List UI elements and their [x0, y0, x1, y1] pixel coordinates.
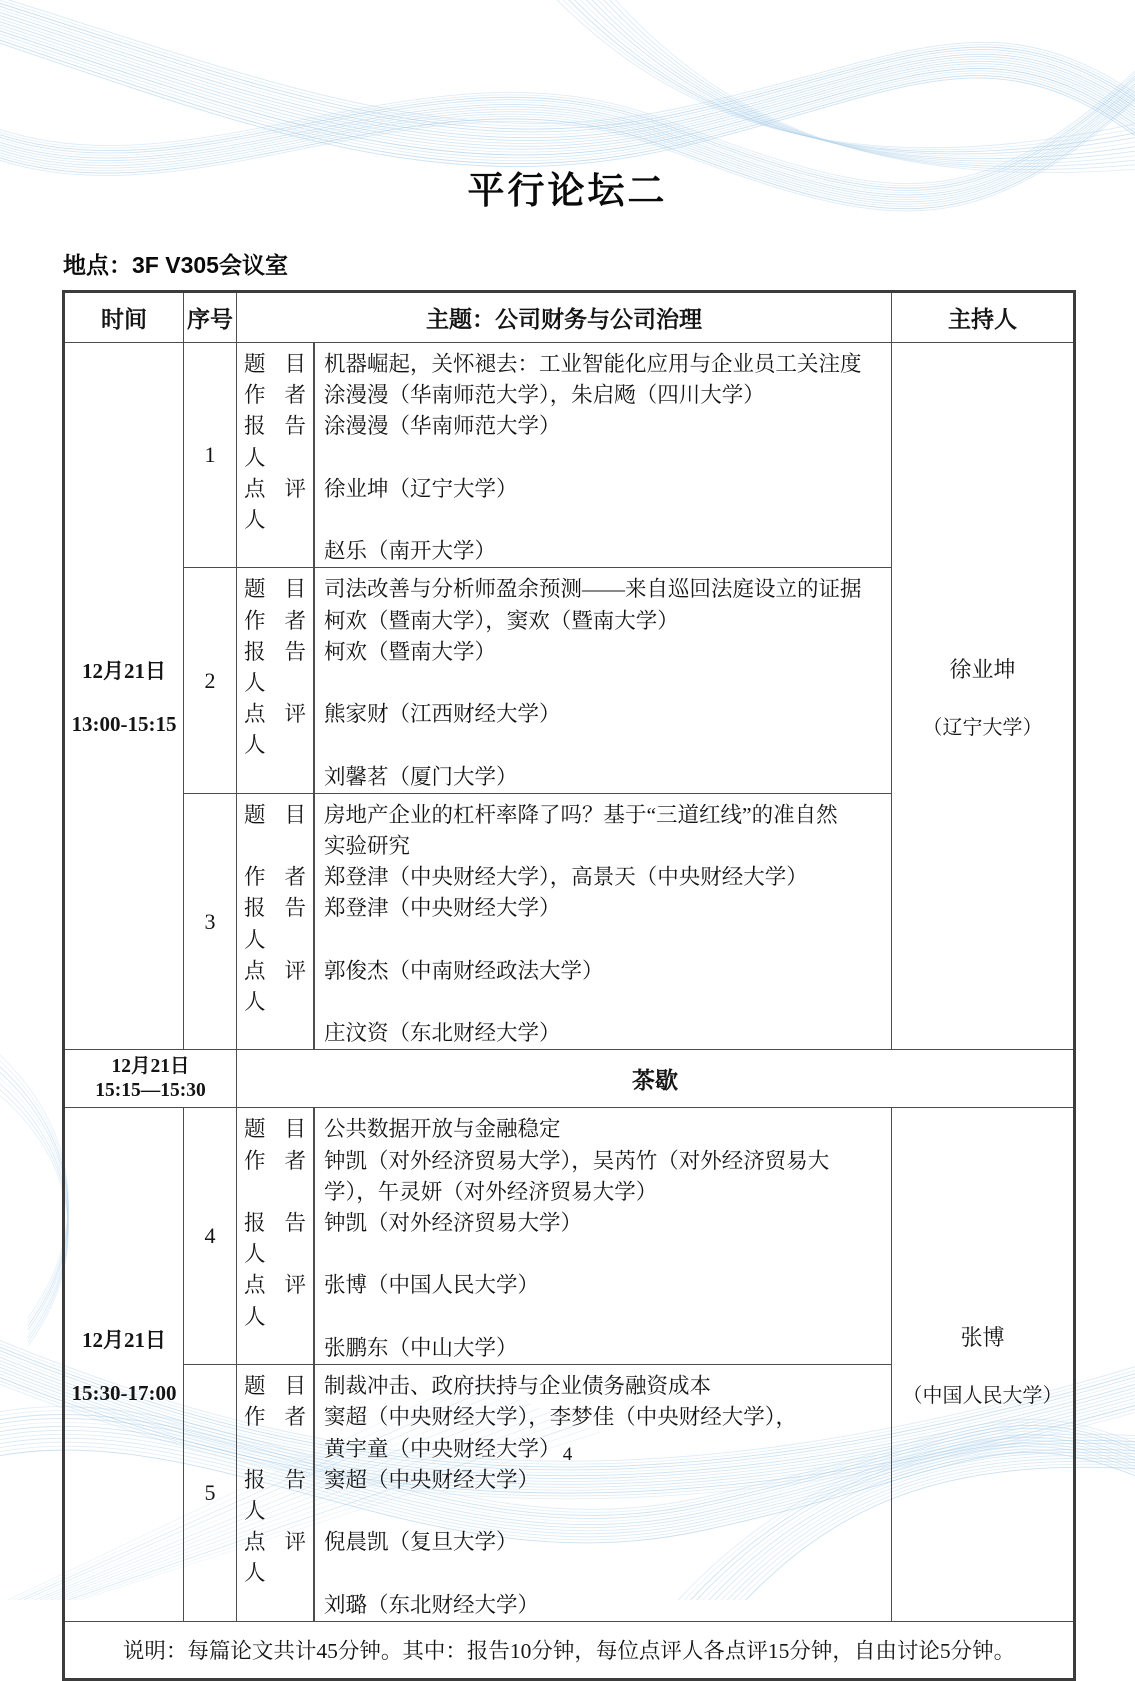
field-label: 报告人: [244, 639, 306, 696]
tea-range: 15:15—15:30: [95, 1079, 206, 1101]
field-text: 黄宇童（中央财经大学）: [324, 1436, 561, 1461]
field-label: [237, 1018, 313, 1049]
tea-time-cell: [64, 1050, 237, 1108]
field-label: 题 目: [244, 1374, 306, 1399]
time-cell-block1: [64, 343, 184, 1050]
field-text: 涂漫漫（华南师范大学），朱启飏（四川大学）: [324, 383, 765, 408]
location-text: 地点：3F V305会议室: [63, 252, 288, 278]
field-text: 公共数据开放与金融稳定: [324, 1117, 561, 1142]
note-text: 说明：每篇论文共计45分钟。其中：报告10分钟，每位点评人各点评15分钟，自由讨论5分钟。: [64, 1621, 1075, 1679]
time-date: 12月21日: [82, 659, 166, 684]
field-text: 学），午灵妍（对外经济贸易大学）: [324, 1179, 658, 1204]
session-row-4: [64, 1108, 1075, 1365]
field-label: 作 者: [244, 1148, 306, 1173]
field-text: 窦超（中央财经大学）: [324, 1467, 540, 1492]
time-range: 15:30-17:00: [71, 1380, 177, 1405]
host-name: 张博: [960, 1325, 1005, 1351]
session-row: [237, 1527, 891, 1589]
session-cell-2: [237, 568, 892, 793]
time-cell-block2: [64, 1108, 184, 1621]
field-text: 柯欢（暨南大学），窦欢（暨南大学）: [324, 608, 679, 633]
page-number: 4: [562, 1444, 573, 1465]
field-label: 题 目: [244, 802, 306, 827]
field-label: 点评人: [244, 1530, 306, 1586]
field-label: 点评人: [244, 476, 306, 533]
field-label: [237, 762, 313, 793]
field-label: 作 者: [244, 865, 306, 890]
field-text: 熊家财（江西财经大学）: [324, 702, 561, 727]
field-text: 张博（中国人民大学）: [324, 1273, 540, 1298]
field-text: 钟凯（对外经济贸易大学），吴芮竹（对外经济贸易大: [324, 1148, 830, 1173]
session-no-2: 2: [184, 568, 237, 793]
session-no-3: 3: [184, 793, 237, 1050]
field-text: 机器崛起，关怀褪去：工业智能化应用与企业员工关注度: [324, 352, 862, 376]
session-row: [237, 411, 891, 473]
header-time: 时间: [64, 292, 184, 343]
field-label: 作 者: [244, 383, 306, 408]
session-row: [237, 699, 891, 761]
field-text: 赵乐（南开大学）: [324, 539, 497, 564]
divider: [313, 343, 315, 567]
session-cell-4: [237, 1108, 892, 1365]
session-row: [237, 862, 891, 893]
session-row: [237, 956, 891, 1018]
session-row: [237, 831, 891, 862]
session-row: [237, 1590, 891, 1621]
session-no-5: 5: [184, 1365, 237, 1622]
field-text: 实验研究: [324, 834, 411, 859]
session-row: [237, 1208, 891, 1270]
field-label: [237, 536, 313, 567]
host-affiliation: （中国人民大学）: [902, 1385, 1063, 1408]
field-label: 报告人: [244, 1467, 306, 1523]
schedule-table: [62, 290, 1076, 1681]
field-text: 钟凯（对外经济贸易大学）: [324, 1211, 583, 1236]
time-range: 13:00-15:15: [71, 712, 177, 737]
session-cell-1: [237, 343, 892, 568]
session-no-1: 1: [184, 343, 237, 568]
divider: [313, 568, 315, 792]
field-text: 庄汶资（东北财经大学）: [324, 1021, 561, 1046]
divider: [313, 1108, 315, 1364]
session-no-4: 4: [184, 1108, 237, 1365]
field-label: 作 者: [244, 608, 306, 633]
session-row: [237, 574, 891, 605]
field-text: 刘璐（东北财经大学）: [324, 1592, 540, 1617]
host-cell-block1: [892, 343, 1075, 1050]
session-row: [237, 1177, 891, 1208]
time-date: 12月21日: [82, 1327, 166, 1352]
field-label: 报告人: [244, 1211, 306, 1267]
field-label: [237, 1333, 313, 1364]
header-host: 主持人: [892, 292, 1075, 343]
session-row: [237, 1018, 891, 1049]
session-row: [237, 349, 891, 380]
field-label: [237, 1177, 313, 1208]
field-label: [237, 831, 313, 862]
tea-label: 茶歇: [237, 1050, 1075, 1108]
decorative-waves-top: [0, 0, 1135, 285]
session-row: [237, 536, 891, 567]
field-text: 郑登津（中央财经大学），高景天（中央财经大学）: [324, 865, 808, 890]
session-row: [237, 474, 891, 536]
note-row: [64, 1621, 1075, 1679]
session-row: [237, 637, 891, 699]
field-text: 窦超（中央财经大学），李梦佳（中央财经大学），: [324, 1405, 798, 1430]
session-row-1: [64, 343, 1075, 568]
field-label: 点评人: [244, 1273, 306, 1329]
host-affiliation: （辽宁大学）: [922, 716, 1043, 739]
field-text: 柯欢（暨南大学）: [324, 639, 497, 664]
field-label: 点评人: [244, 958, 306, 1015]
field-text: 房地产企业的杠杆率降了吗？基于“三道红线”的准自然: [324, 802, 838, 827]
session-row: [237, 1465, 891, 1527]
field-text: 徐业坤（辽宁大学）: [324, 476, 518, 501]
divider: [313, 1365, 315, 1621]
field-label: 作 者: [244, 1405, 306, 1430]
tea-date: 12月21日: [111, 1055, 190, 1077]
session-cell-3: [237, 793, 892, 1050]
field-text: 涂漫漫（华南师范大学）: [324, 414, 561, 439]
session-row: [237, 1402, 891, 1433]
page-title: 平行论坛二: [467, 170, 668, 211]
session-row: [237, 1333, 891, 1364]
field-text: 郑登津（中央财经大学）: [324, 896, 561, 921]
field-text: 制裁冲击、政府扶持与企业债务融资成本: [324, 1374, 712, 1399]
header-no: 序号: [184, 292, 237, 343]
session-row: [237, 1270, 891, 1332]
session-row: [237, 1146, 891, 1177]
session-row: [237, 1371, 891, 1402]
session-row: [237, 762, 891, 793]
field-label: 题 目: [244, 352, 306, 376]
field-label: 报告人: [244, 896, 306, 952]
field-text: 倪晨凯（复旦大学）: [324, 1530, 518, 1555]
session-row: [237, 606, 891, 637]
field-text: 刘馨茗（厦门大学）: [324, 764, 518, 789]
host-cell-block2: [892, 1108, 1075, 1621]
header-row: [64, 292, 1075, 343]
field-text: 司法改善与分析师盈余预测——来自巡回法庭设立的证据: [324, 577, 862, 602]
session-row: [237, 800, 891, 831]
field-label: 题 目: [244, 1117, 306, 1142]
field-label: [237, 1590, 313, 1621]
field-label: 题 目: [244, 577, 306, 602]
session-row: [237, 1114, 891, 1145]
header-theme: 主题：公司财务与公司治理: [237, 292, 892, 343]
session-row: [237, 380, 891, 411]
tea-break-row: [64, 1050, 1075, 1108]
divider: [313, 794, 315, 1050]
session-row: [237, 893, 891, 955]
session-cell-5: [237, 1365, 892, 1622]
host-name: 徐业坤: [949, 656, 1016, 682]
field-text: 张鹏东（中山大学）: [324, 1335, 518, 1360]
field-text: 郭俊杰（中南财经政法大学）: [324, 958, 604, 983]
field-label: 报告人: [244, 414, 306, 470]
field-label: 点评人: [244, 702, 306, 758]
